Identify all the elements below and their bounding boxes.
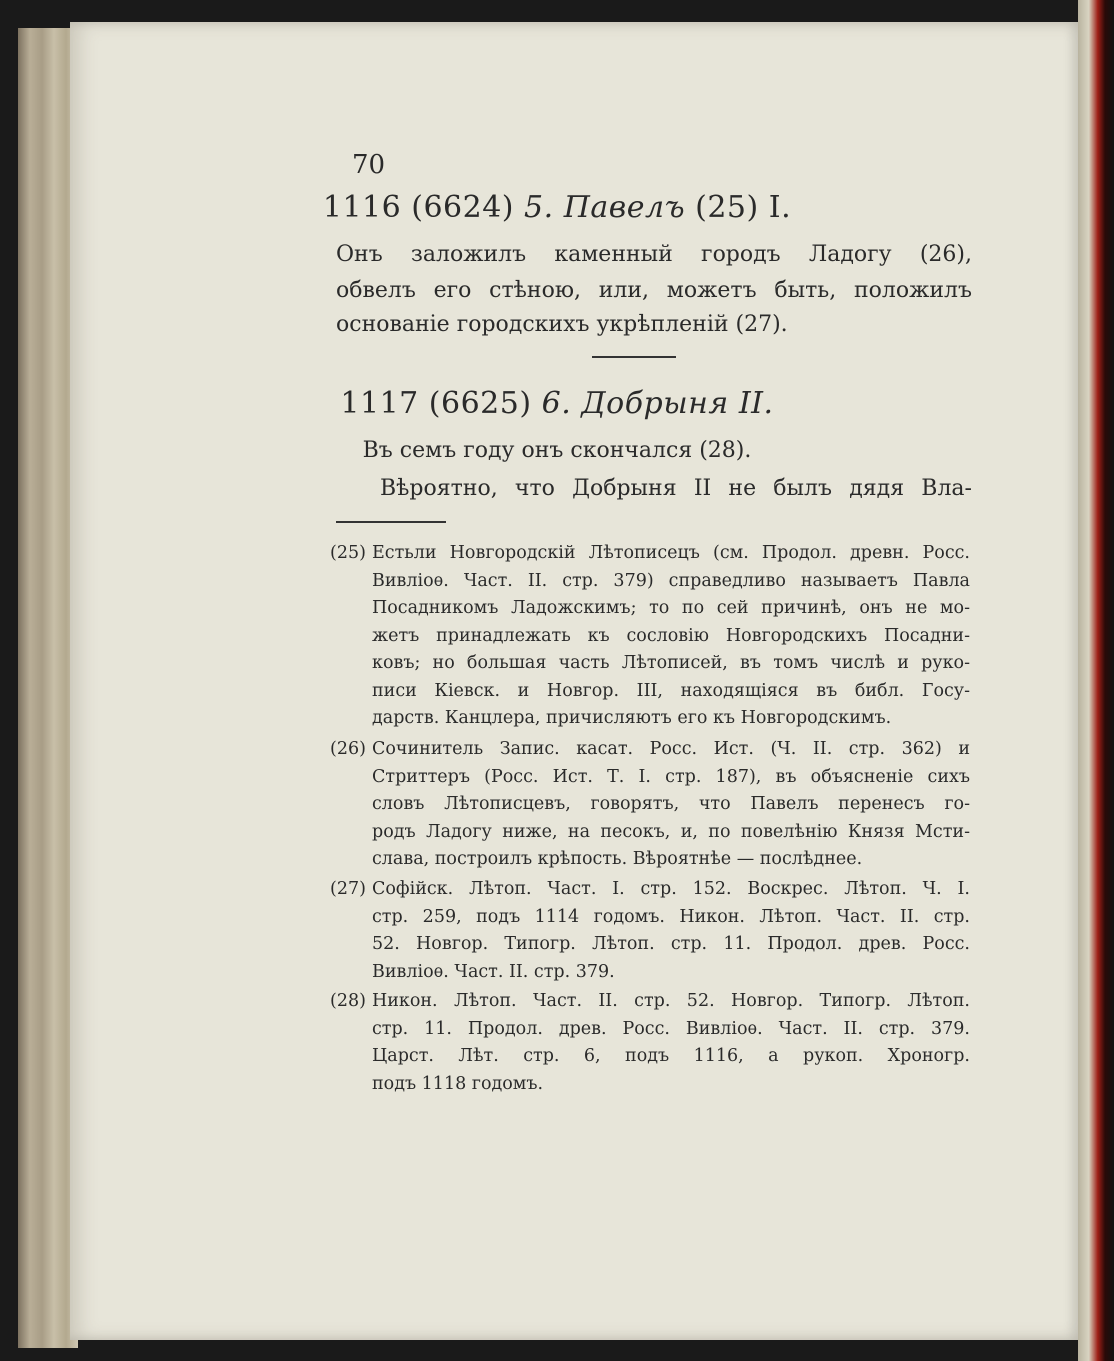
entry1-heading-tail: (25) I. xyxy=(685,190,792,225)
footnote-26-number: (26) xyxy=(330,739,366,759)
footnote-28 xyxy=(330,988,970,1098)
footnote-27-number: (27) xyxy=(330,879,366,899)
entry1-heading-name: 5. Павелъ xyxy=(524,190,686,225)
footnote-25-number: (25) xyxy=(330,543,366,563)
entry1-line-1: Онъ заложилъ каменный городъ Ладогу (26), xyxy=(336,242,972,267)
footnote-28-line-4: подъ 1118 годомъ. xyxy=(372,1073,544,1094)
entry2-line-1: Въ семъ году онъ скончался (28). xyxy=(362,438,752,463)
footnote-25-line-1: Естьли Новгородскій Лѣтописецъ (см. Продол. древн. Росс. xyxy=(372,543,970,563)
footnote-25-line-7: дарств. Канцлера, причисляютъ его къ Новгородскимъ. xyxy=(372,708,892,728)
entry2-heading xyxy=(0,386,1114,421)
footnote-25-line-5: ковъ; но большая часть Лѣтописей, въ томъ числѣ и руко- xyxy=(372,653,970,673)
entry1-line-2: обвелъ его стѣною, или, можетъ быть, положилъ xyxy=(336,278,972,303)
section-divider xyxy=(592,356,676,358)
entry1-heading xyxy=(0,190,1114,225)
entry2-line-2: Вѣроятно, что Добрыня II не былъ дядя Вла- xyxy=(380,476,972,501)
footnote-27-line-4: Вивліоѳ. Част. II. стр. 379. xyxy=(372,961,615,982)
footnote-26-line-4: родъ Ладогу ниже, на песокъ, и, по повелѣнію Князя Мсти- xyxy=(372,821,970,842)
footnote-25 xyxy=(330,540,970,733)
entry2-heading-year: 1117 (6625) xyxy=(340,386,542,421)
entry1-line-3: основаніе городскихъ укрѣпленій (27). xyxy=(336,312,788,337)
footnote-25-line-4: жетъ принадлежать къ сословію Новгородскихъ Посадни- xyxy=(372,625,970,646)
footnote-25-line-2: Вивліоѳ. Част. II. стр. 379) справедливо называетъ Павла xyxy=(372,570,970,591)
page-number: 70 xyxy=(352,150,386,180)
entry1-heading-year: 1116 (6624) xyxy=(322,190,525,225)
footnote-26-line-5: слава, построилъ крѣпость. Вѣроятнѣе — послѣднее. xyxy=(372,849,863,869)
entry2-heading-name: 6. Добрыня II. xyxy=(541,386,774,421)
footnote-26-line-3: словъ Лѣтописцевъ, говорятъ, что Павелъ перенесъ го- xyxy=(372,794,970,814)
book-edge-left xyxy=(18,28,78,1348)
footnote-27-line-3: 52. Новгор. Типогр. Лѣтоп. стр. 11. Продол. древ. Росс. xyxy=(372,934,970,954)
footnote-28-line-1: Никон. Лѣтоп. Част. II. стр. 52. Новгор. Типогр. Лѣтоп. xyxy=(372,991,970,1011)
footnote-26-line-2: Стриттеръ (Росс. Ист. Т. I. стр. 187), въ объясненіе сихъ xyxy=(372,766,970,787)
footnote-25-line-6: писи Кіевск. и Новгор. III, находящіяся въ библ. Госу- xyxy=(372,680,970,701)
footnote-25-line-3: Посадникомъ Ладожскимъ; то по сей причинѣ, онъ не мо- xyxy=(372,598,970,618)
footnote-27 xyxy=(330,876,970,986)
footnote-26 xyxy=(330,736,970,874)
footnote-28-line-2: стр. 11. Продол. древ. Росс. Вивліоѳ. Част. II. стр. 379. xyxy=(372,1018,970,1039)
footnote-26-line-1: Сочинитель Запис. касат. Росс. Ист. (Ч. II. стр. 362) и xyxy=(372,739,970,759)
footnote-28-number: (28) xyxy=(330,991,366,1011)
footnote-divider xyxy=(336,521,446,523)
footnote-28-line-3: Царст. Лѣт. стр. 6, подъ 1116, а рукоп. Хроногр. xyxy=(372,1046,970,1066)
footnote-27-line-2: стр. 259, подъ 1114 годомъ. Никон. Лѣтоп. Част. II. стр. xyxy=(372,906,970,927)
footnote-27-line-1: Софійск. Лѣтоп. Част. I. стр. 152. Воскрес. Лѣтоп. Ч. I. xyxy=(372,879,970,899)
